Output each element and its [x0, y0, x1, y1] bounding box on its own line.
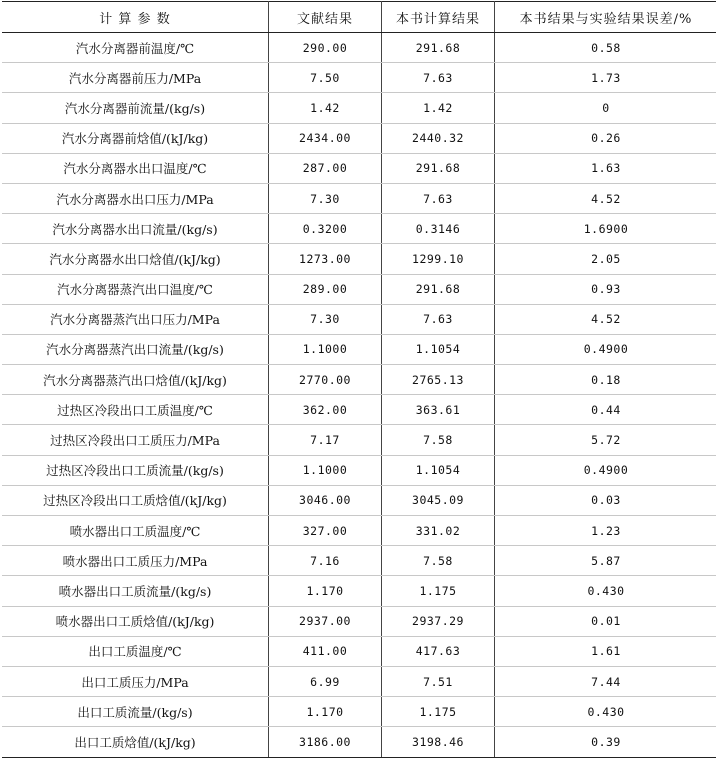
- cell-error-percent: 0.430: [495, 697, 716, 727]
- cell-parameter: 汽水分离器水出口流量/(kg/s): [2, 214, 269, 244]
- table-body: [2, 33, 716, 758]
- table-row: [2, 485, 716, 515]
- cell-parameter: 汽水分离器水出口焓值/(kJ/kg): [2, 244, 269, 274]
- cell-calculated-result: 331.02: [382, 516, 495, 546]
- cell-parameter: 出口工质焓值/(kJ/kg): [2, 727, 269, 757]
- cell-literature-result: 290.00: [269, 33, 382, 63]
- cell-error-percent: 0.93: [495, 274, 716, 304]
- cell-calculated-result: 7.58: [382, 546, 495, 576]
- cell-literature-result: 7.30: [269, 183, 382, 213]
- cell-parameter: 汽水分离器前流量/(kg/s): [2, 93, 269, 123]
- cell-error-percent: 1.73: [495, 63, 716, 93]
- cell-error-percent: 2.05: [495, 244, 716, 274]
- table-row: [2, 93, 716, 123]
- cell-literature-result: 7.17: [269, 425, 382, 455]
- cell-calculated-result: 1.42: [382, 93, 495, 123]
- cell-error-percent: 4.52: [495, 183, 716, 213]
- cell-parameter: 汽水分离器蒸汽出口焓值/(kJ/kg): [2, 365, 269, 395]
- cell-literature-result: 1273.00: [269, 244, 382, 274]
- table-row: [2, 727, 716, 757]
- cell-literature-result: 327.00: [269, 516, 382, 546]
- cell-parameter: 过热区冷段出口工质焓值/(kJ/kg): [2, 485, 269, 515]
- cell-calculated-result: 1.1054: [382, 334, 495, 364]
- cell-error-percent: 1.23: [495, 516, 716, 546]
- cell-error-percent: 0.26: [495, 123, 716, 153]
- table-row: [2, 244, 716, 274]
- cell-parameter: 汽水分离器蒸汽出口温度/℃: [2, 274, 269, 304]
- cell-calculated-result: 291.68: [382, 274, 495, 304]
- table-row: [2, 606, 716, 636]
- cell-calculated-result: 1.175: [382, 576, 495, 606]
- cell-literature-result: 7.16: [269, 546, 382, 576]
- cell-literature-result: 287.00: [269, 153, 382, 183]
- cell-literature-result: 7.50: [269, 63, 382, 93]
- table-row: [2, 395, 716, 425]
- comparison-table-container: [2, 1, 714, 758]
- table-row: [2, 666, 716, 696]
- cell-calculated-result: 291.68: [382, 153, 495, 183]
- cell-error-percent: 0.58: [495, 33, 716, 63]
- table-row: [2, 365, 716, 395]
- table-row: [2, 214, 716, 244]
- cell-parameter: 出口工质流量/(kg/s): [2, 697, 269, 727]
- cell-calculated-result: 417.63: [382, 636, 495, 666]
- cell-error-percent: 1.6900: [495, 214, 716, 244]
- cell-literature-result: 1.170: [269, 576, 382, 606]
- table-row: [2, 425, 716, 455]
- header-calculated-result: 本书计算结果: [382, 2, 495, 33]
- cell-literature-result: 3046.00: [269, 485, 382, 515]
- cell-calculated-result: 2440.32: [382, 123, 495, 153]
- cell-parameter: 过热区冷段出口工质流量/(kg/s): [2, 455, 269, 485]
- cell-parameter: 汽水分离器蒸汽出口压力/MPa: [2, 304, 269, 334]
- cell-error-percent: 0.4900: [495, 334, 716, 364]
- cell-error-percent: 1.61: [495, 636, 716, 666]
- table-row: [2, 576, 716, 606]
- table-row: [2, 516, 716, 546]
- cell-literature-result: 1.1000: [269, 455, 382, 485]
- cell-error-percent: 0.430: [495, 576, 716, 606]
- header-error-percent: 本书结果与实验结果误差/%: [495, 2, 716, 33]
- cell-calculated-result: 1.1054: [382, 455, 495, 485]
- cell-literature-result: 7.30: [269, 304, 382, 334]
- cell-literature-result: 1.1000: [269, 334, 382, 364]
- cell-parameter: 汽水分离器前温度/℃: [2, 33, 269, 63]
- cell-calculated-result: 1299.10: [382, 244, 495, 274]
- cell-error-percent: 0.03: [495, 485, 716, 515]
- cell-calculated-result: 2937.29: [382, 606, 495, 636]
- table-row: [2, 697, 716, 727]
- cell-parameter: 汽水分离器水出口压力/MPa: [2, 183, 269, 213]
- table-row: [2, 334, 716, 364]
- cell-error-percent: 0.39: [495, 727, 716, 757]
- table-row: [2, 274, 716, 304]
- cell-parameter: 喷水器出口工质压力/MPa: [2, 546, 269, 576]
- cell-parameter: 汽水分离器蒸汽出口流量/(kg/s): [2, 334, 269, 364]
- cell-literature-result: 6.99: [269, 666, 382, 696]
- table-row: [2, 546, 716, 576]
- cell-error-percent: 0.01: [495, 606, 716, 636]
- cell-calculated-result: 7.63: [382, 304, 495, 334]
- cell-error-percent: 4.52: [495, 304, 716, 334]
- cell-literature-result: 3186.00: [269, 727, 382, 757]
- cell-error-percent: 5.72: [495, 425, 716, 455]
- table-row: [2, 304, 716, 334]
- cell-parameter: 过热区冷段出口工质温度/℃: [2, 395, 269, 425]
- cell-literature-result: 411.00: [269, 636, 382, 666]
- cell-calculated-result: 3198.46: [382, 727, 495, 757]
- header-literature-result: 文献结果: [269, 2, 382, 33]
- cell-literature-result: 1.170: [269, 697, 382, 727]
- cell-parameter: 出口工质压力/MPa: [2, 666, 269, 696]
- table-row: [2, 183, 716, 213]
- cell-error-percent: 5.87: [495, 546, 716, 576]
- cell-parameter: 过热区冷段出口工质压力/MPa: [2, 425, 269, 455]
- cell-error-percent: 0: [495, 93, 716, 123]
- cell-calculated-result: 7.51: [382, 666, 495, 696]
- cell-calculated-result: 3045.09: [382, 485, 495, 515]
- cell-literature-result: 2937.00: [269, 606, 382, 636]
- cell-literature-result: 2770.00: [269, 365, 382, 395]
- cell-literature-result: 362.00: [269, 395, 382, 425]
- cell-literature-result: 289.00: [269, 274, 382, 304]
- table-row: [2, 63, 716, 93]
- cell-literature-result: 1.42: [269, 93, 382, 123]
- cell-calculated-result: 0.3146: [382, 214, 495, 244]
- cell-calculated-result: 2765.13: [382, 365, 495, 395]
- cell-error-percent: 0.4900: [495, 455, 716, 485]
- table-row: [2, 123, 716, 153]
- table-row: [2, 636, 716, 666]
- comparison-table: [2, 1, 716, 758]
- cell-parameter: 汽水分离器前压力/MPa: [2, 63, 269, 93]
- cell-parameter: 喷水器出口工质温度/℃: [2, 516, 269, 546]
- cell-parameter: 汽水分离器前焓值/(kJ/kg): [2, 123, 269, 153]
- cell-error-percent: 0.44: [495, 395, 716, 425]
- cell-parameter: 喷水器出口工质焓值/(kJ/kg): [2, 606, 269, 636]
- cell-error-percent: 7.44: [495, 666, 716, 696]
- cell-calculated-result: 7.63: [382, 183, 495, 213]
- cell-calculated-result: 7.58: [382, 425, 495, 455]
- table-row: [2, 153, 716, 183]
- table-row: [2, 33, 716, 63]
- table-row: [2, 455, 716, 485]
- table-header-row: [2, 2, 716, 33]
- cell-literature-result: 2434.00: [269, 123, 382, 153]
- cell-calculated-result: 363.61: [382, 395, 495, 425]
- header-parameter: 计 算 参 数: [2, 2, 269, 33]
- cell-calculated-result: 291.68: [382, 33, 495, 63]
- cell-error-percent: 0.18: [495, 365, 716, 395]
- cell-literature-result: 0.3200: [269, 214, 382, 244]
- cell-calculated-result: 1.175: [382, 697, 495, 727]
- cell-parameter: 出口工质温度/℃: [2, 636, 269, 666]
- cell-error-percent: 1.63: [495, 153, 716, 183]
- cell-parameter: 汽水分离器水出口温度/℃: [2, 153, 269, 183]
- cell-parameter: 喷水器出口工质流量/(kg/s): [2, 576, 269, 606]
- cell-calculated-result: 7.63: [382, 63, 495, 93]
